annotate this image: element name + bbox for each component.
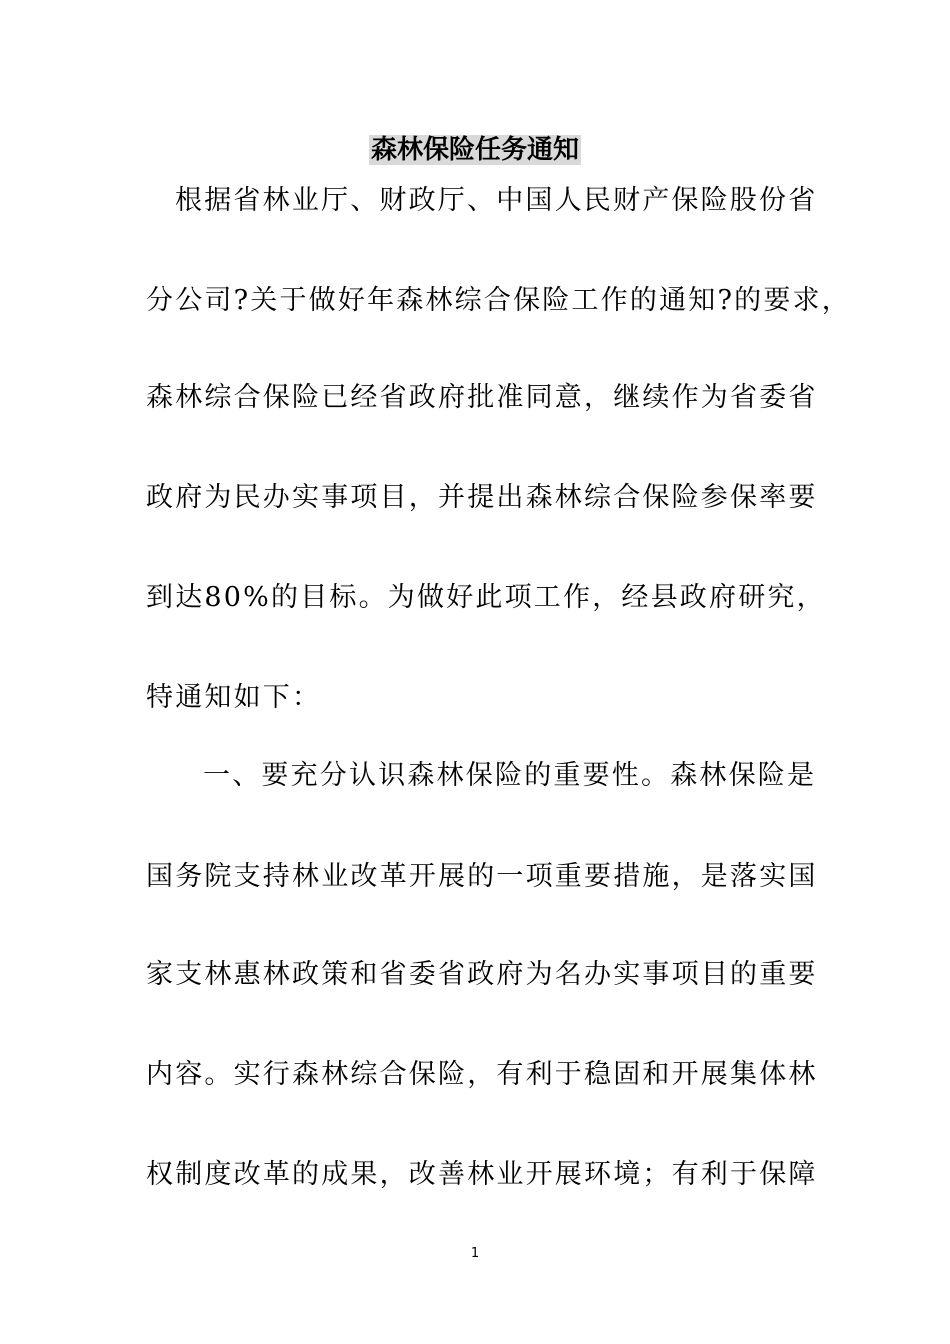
paragraph-line: 根据省林业厅、财政厅、中国人民财产保险股份省	[175, 185, 818, 216]
paragraph-line: 森林综合保险已经省政府批准同意，继续作为省委省	[146, 382, 818, 413]
document-title	[0, 132, 950, 168]
paragraph-line: 分公司?关于做好年森林综合保险工作的通知?的要求，	[146, 285, 851, 316]
page-number: 1	[470, 1246, 480, 1261]
document-title-text: 森林保险任务通知	[370, 135, 579, 165]
paragraph-line: 国务院支持林业改革开展的一项重要措施，是落实国	[146, 861, 818, 892]
paragraph-line: 政府为民办实事项目，并提出森林综合保险参保率要	[146, 482, 818, 513]
paragraph-line: 内容。实行森林综合保险，有利于稳固和开展集体林	[146, 1059, 818, 1090]
paragraph-line: 到达80%的目标。为做好此项工作，经县政府研究，	[146, 582, 826, 613]
paragraph-line: 一、要充分认识森林保险的重要性。森林保险是	[203, 760, 817, 791]
paragraph-line: 家支林惠林政策和省委省政府为名办实事项目的重要	[146, 959, 818, 990]
paragraph-line: 特通知如下：	[146, 682, 322, 713]
paragraph-line: 权制度改革的成果，改善林业开展环境；有利于保障	[146, 1159, 818, 1190]
